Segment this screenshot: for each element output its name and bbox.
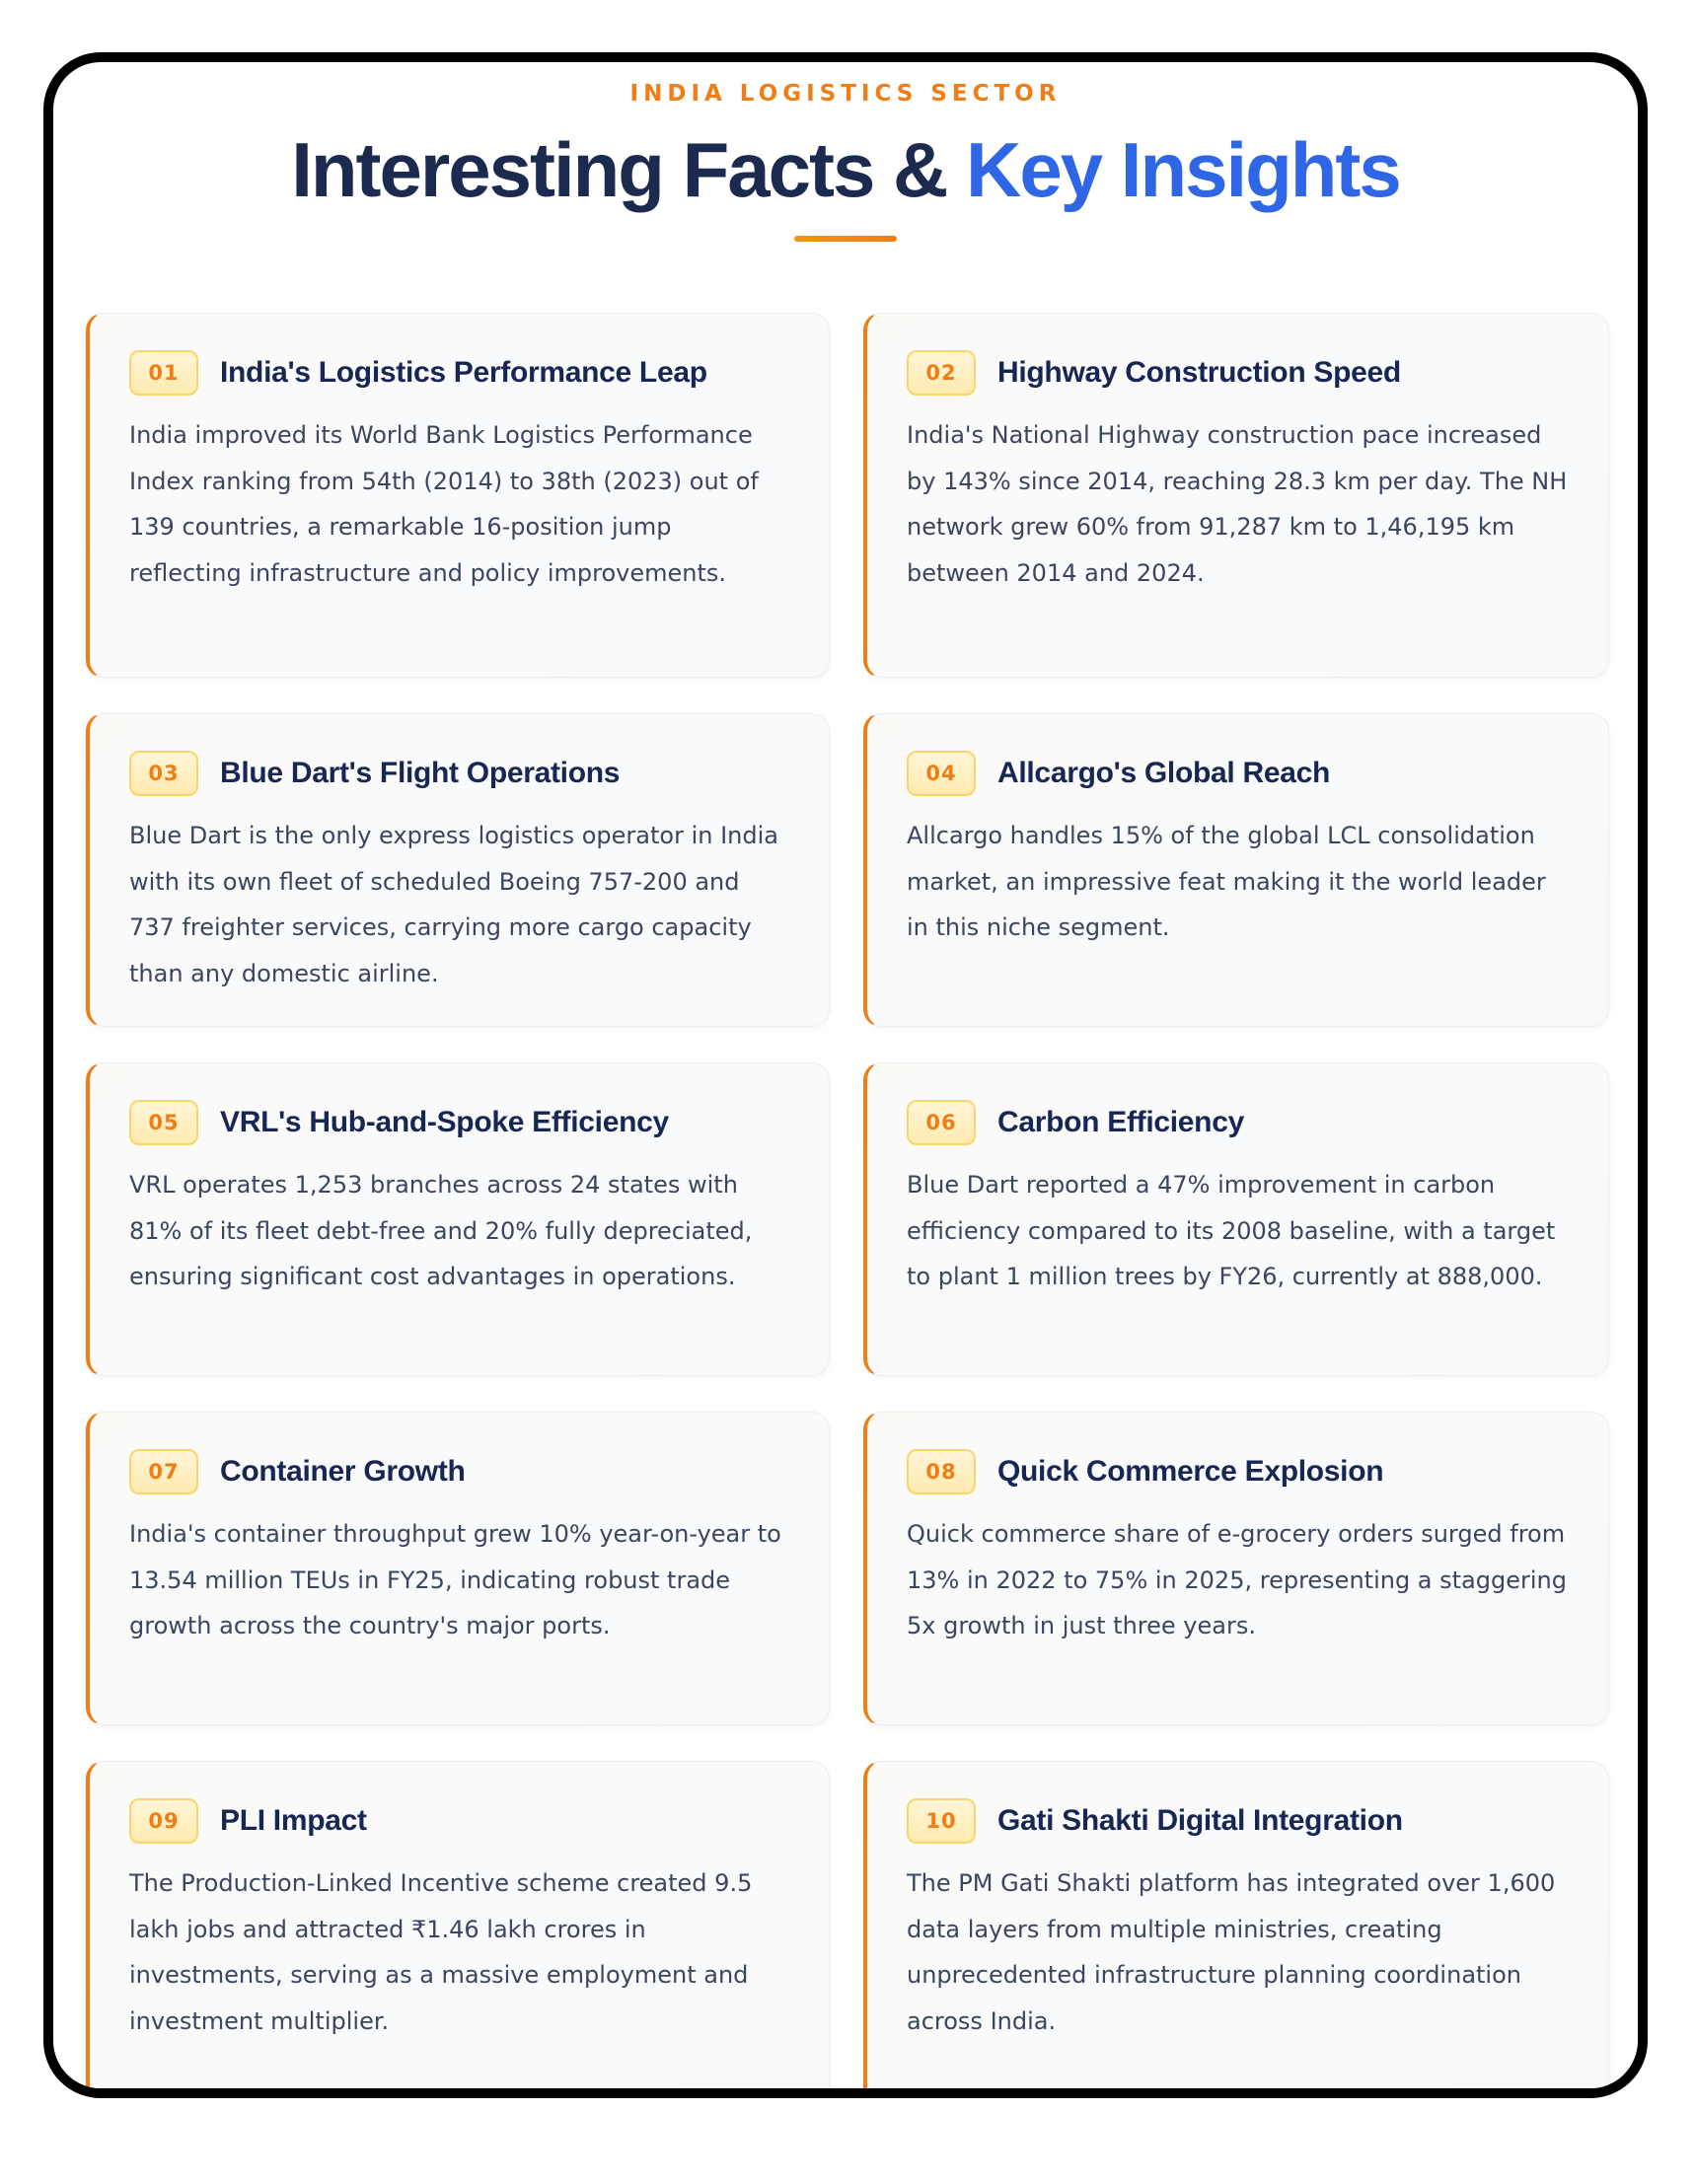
fact-number-badge: 02 [907,350,976,396]
fact-card-header [907,1099,1579,1146]
page-title [53,127,1638,212]
fact-card-07 [86,1412,830,1725]
fact-card-header [129,1099,799,1146]
fact-title: Gati Shakti Digital Integration [997,1804,1403,1837]
fact-card-04 [863,713,1609,1027]
fact-card-10 [863,1761,1609,2098]
fact-card-header [907,750,1579,797]
fact-description: Blue Dart reported a 47% improvement in carbon efficiency compared to its 2008 baseline, with a target to plant 1 million trees by FY26, currently at 888,000. [907,1171,1556,1290]
fact-card-08 [863,1412,1609,1725]
fact-description: India's National Highway construction pace increased by 143% since 2014, reaching 28.3 km per day. The NH network grew 60% from 91,287 km to 1,46,195 km between 2014 and 2024. [907,421,1568,587]
fact-title: PLI Impact [220,1804,367,1837]
fact-card-03 [86,713,830,1027]
fact-card-header [129,1797,799,1845]
fact-title: Quick Commerce Explosion [997,1455,1384,1488]
fact-description: Blue Dart is the only express logistics operator in India with its own fleet of scheduled Boeing 757-200 and 737 freighter services, carrying more cargo capacity than any domestic airline. [129,822,778,987]
fact-number-badge: 10 [907,1798,976,1844]
fact-description: India improved its World Bank Logistics Performance Index ranking from 54th (2014) to 38th (2023) out of 139 countries, a remarkable 16-position jump reflecting infrastructure and policy improvements. [129,421,759,587]
fact-description: The Production-Linked Incentive scheme created 9.5 lakh jobs and attracted ₹1.46 lakh crores in investments, serving as a massive employment and investment multiplier. [129,1869,753,2035]
fact-number-badge: 08 [907,1449,976,1494]
title-accent: Key Insights [966,126,1400,213]
title-underline [794,236,897,242]
fact-number-badge: 06 [907,1100,976,1145]
fact-card-header [129,750,799,797]
fact-number-badge: 05 [129,1100,198,1145]
fact-description: Allcargo handles 15% of the global LCL consolidation market, an impressive feat making it the world leader in this niche segment. [907,822,1546,941]
fact-card-header [907,1797,1579,1845]
fact-number-badge: 07 [129,1449,198,1494]
page-frame [43,52,1648,2098]
fact-description: The PM Gati Shakti platform has integrated over 1,600 data layers from multiple ministries, creating unprecedented infrastructure planning coordination across India. [907,1869,1556,2035]
fact-title: Container Growth [220,1455,466,1488]
fact-title: Highway Construction Speed [997,356,1401,389]
fact-card-header [907,1448,1579,1495]
fact-card-02 [863,313,1609,678]
title-main: Interesting Facts & [291,126,967,213]
section-eyebrow: INDIA LOGISTICS SECTOR [629,81,1062,107]
fact-card-09 [86,1761,830,2098]
fact-title: Blue Dart's Flight Operations [220,757,621,789]
fact-description: Quick commerce share of e-grocery orders surged from 13% in 2022 to 75% in 2025, representing a staggering 5x growth in just three years. [907,1520,1567,1639]
fact-title: India's Logistics Performance Leap [220,356,707,389]
fact-card-header [907,349,1579,397]
fact-card-header [129,349,799,397]
fact-card-06 [863,1062,1609,1376]
fact-title: VRL's Hub-and-Spoke Efficiency [220,1106,669,1138]
fact-description: VRL operates 1,253 branches across 24 states with 81% of its fleet debt-free and 20% fully depreciated, ensuring significant cost advantages in operations. [129,1171,753,1290]
fact-number-badge: 09 [129,1798,198,1844]
page-header [53,80,1638,242]
fact-number-badge: 04 [907,751,976,796]
fact-card-05 [86,1062,830,1376]
fact-number-badge: 01 [129,350,198,396]
fact-title: Carbon Efficiency [997,1106,1244,1138]
facts-grid [86,313,1609,2098]
fact-number-badge: 03 [129,751,198,796]
fact-card-01 [86,313,830,678]
fact-description: India's container throughput grew 10% year-on-year to 13.54 million TEUs in FY25, indicating robust trade growth across the country's major ports. [129,1520,781,1639]
fact-title: Allcargo's Global Reach [997,757,1331,789]
fact-card-header [129,1448,799,1495]
